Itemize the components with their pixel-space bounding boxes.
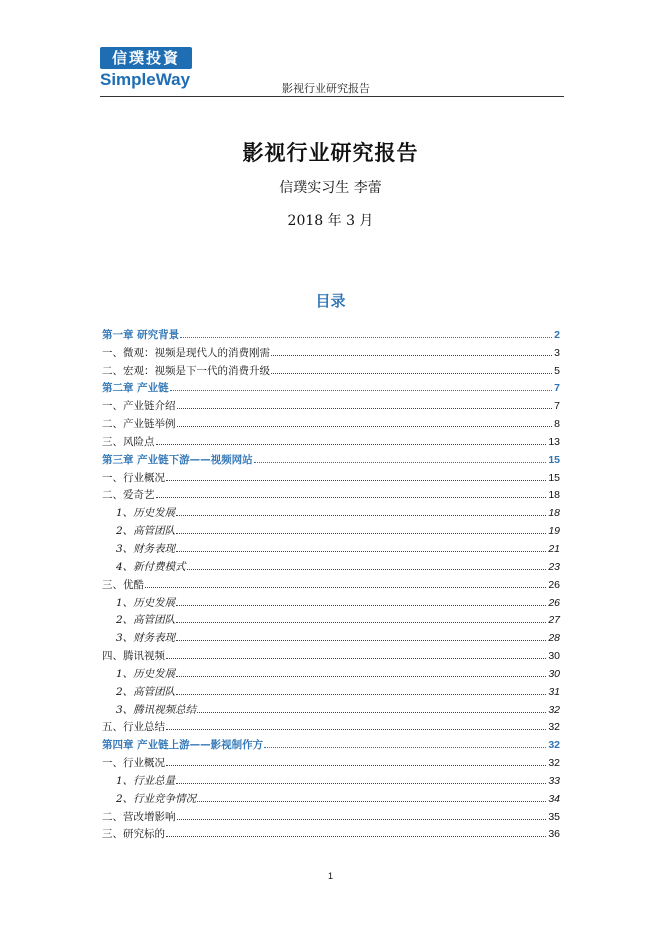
toc-heading: 目录 xyxy=(315,292,346,310)
toc-leader xyxy=(177,425,553,427)
toc-entry-text: 第二章 产业链 xyxy=(102,382,169,395)
toc-page-number: 13 xyxy=(548,435,560,448)
toc-chapter[interactable] xyxy=(102,324,560,342)
toc-leader xyxy=(170,389,553,391)
toc-leader xyxy=(177,818,547,820)
toc-section[interactable] xyxy=(102,574,560,592)
toc-entry-text: 2、行业竞争情况 xyxy=(116,792,197,805)
toc-leader xyxy=(271,354,552,356)
toc-entry-text: 第三章 产业链下游——视频网站 xyxy=(102,453,253,466)
toc-leader xyxy=(176,693,546,695)
header-divider xyxy=(100,96,564,97)
toc-entry-text: 4、新付费模式 xyxy=(116,560,186,573)
toc-leader xyxy=(176,532,546,534)
toc-page-number: 31 xyxy=(548,685,560,698)
toc-subsection[interactable] xyxy=(102,520,560,538)
toc-entry-text: 一、微观：视频是现代人的消费刚需 xyxy=(102,346,270,359)
document-title: 影视行业研究报告 xyxy=(242,140,419,165)
toc-page-number: 33 xyxy=(548,774,560,787)
toc-entry-text: 二、营改增影响 xyxy=(102,810,176,823)
toc-page-number: 26 xyxy=(548,578,560,591)
toc-entry-text: 三、优酷 xyxy=(102,578,144,591)
toc-leader xyxy=(176,550,546,552)
toc-subsection[interactable] xyxy=(102,699,560,717)
toc-entry-text: 三、风险点 xyxy=(102,435,155,448)
toc-leader xyxy=(166,657,546,659)
toc-leader xyxy=(166,764,546,766)
toc-page-number: 32 xyxy=(548,757,560,770)
toc-subsection[interactable] xyxy=(102,681,560,699)
toc-entry-text: 1、历史发展 xyxy=(116,507,176,520)
toc-leader xyxy=(176,782,546,784)
toc-entry-text: 一、产业链介绍 xyxy=(102,400,176,413)
toc-page-number: 15 xyxy=(548,453,560,466)
toc-page-number: 32 xyxy=(548,721,560,734)
toc-leader xyxy=(156,496,547,498)
company-logo xyxy=(100,47,192,90)
toc-page-number: 8 xyxy=(554,418,560,431)
toc-subsection[interactable] xyxy=(102,502,560,520)
toc-chapter[interactable] xyxy=(102,734,560,752)
toc-section[interactable] xyxy=(102,645,560,663)
toc-section[interactable] xyxy=(102,431,560,449)
toc-leader xyxy=(166,835,546,837)
toc-page-number: 28 xyxy=(548,632,560,645)
toc-section[interactable] xyxy=(102,360,560,378)
toc-page-number: 7 xyxy=(554,382,560,395)
toc-page-number: 27 xyxy=(548,614,560,627)
page-number: 1 xyxy=(327,871,333,881)
toc-subsection[interactable] xyxy=(102,627,560,645)
toc-entry-text: 1、行业总量 xyxy=(116,774,176,787)
toc-entry-text: 二、爱奇艺 xyxy=(102,489,155,502)
toc-leader xyxy=(176,604,546,606)
toc-chapter[interactable] xyxy=(102,449,560,467)
toc-section[interactable] xyxy=(102,806,560,824)
toc-entry-text: 二、宏观：视频是下一代的消费升级 xyxy=(102,364,270,377)
toc-page-number: 19 xyxy=(548,525,560,538)
toc-entry-text: 四、腾讯视频 xyxy=(102,650,165,663)
toc-entry-text: 一、行业概况 xyxy=(102,757,165,770)
toc-page-number: 35 xyxy=(548,810,560,823)
toc-section[interactable] xyxy=(102,342,560,360)
toc-subsection[interactable] xyxy=(102,770,560,788)
toc-section[interactable] xyxy=(102,752,560,770)
toc-page-number: 21 xyxy=(548,542,560,555)
toc-leader xyxy=(271,372,552,374)
toc-section[interactable] xyxy=(102,395,560,413)
toc-leader xyxy=(176,675,546,677)
toc-entry-text: 2、高管团队 xyxy=(116,614,176,627)
toc-leader xyxy=(264,746,546,748)
toc-entry-text: 3、财务表现 xyxy=(116,632,176,645)
toc-entry-text: 2、高管团队 xyxy=(116,525,176,538)
toc-page-number: 3 xyxy=(554,346,560,359)
toc-section[interactable] xyxy=(102,717,560,735)
toc-leader xyxy=(187,568,547,570)
toc-leader xyxy=(166,479,546,481)
toc-chapter[interactable] xyxy=(102,378,560,396)
toc-leader xyxy=(180,336,552,338)
toc-page-number: 23 xyxy=(548,560,560,573)
toc-leader xyxy=(176,514,546,516)
toc-page-number: 32 xyxy=(548,739,560,752)
toc-leader xyxy=(166,728,546,730)
toc-page-number: 36 xyxy=(548,828,560,841)
toc-entry-text: 3、腾讯视频总结 xyxy=(116,703,197,716)
toc-subsection[interactable] xyxy=(102,592,560,610)
document-author: 信璞实习生 李蕾 xyxy=(279,180,382,196)
toc-entry-text: 三、研究标的 xyxy=(102,828,165,841)
toc-section[interactable] xyxy=(102,485,560,503)
toc-page-number: 32 xyxy=(548,703,560,716)
toc-page-number: 18 xyxy=(548,507,560,520)
document-date: 2018 年 3 月 xyxy=(287,213,374,229)
toc-page-number: 2 xyxy=(554,328,560,341)
toc-page-number: 7 xyxy=(554,400,560,413)
toc-leader xyxy=(156,443,547,445)
toc-section[interactable] xyxy=(102,824,560,842)
toc-entry-text: 3、财务表现 xyxy=(116,542,176,555)
toc-entry-text: 第一章 研究背景 xyxy=(102,328,180,341)
toc-subsection[interactable] xyxy=(102,538,560,556)
running-header-title: 影视行业研究报告 xyxy=(282,82,370,95)
toc-entry-text: 一、行业概况 xyxy=(102,471,165,484)
toc-entry-text: 2、高管团队 xyxy=(116,685,176,698)
toc-leader xyxy=(176,639,546,641)
toc-entry-text: 五、行业总结 xyxy=(102,721,165,734)
toc-leader xyxy=(177,407,553,409)
toc-leader xyxy=(176,621,546,623)
toc-page-number: 26 xyxy=(548,596,560,609)
toc-leader xyxy=(254,461,547,463)
toc-page-number: 5 xyxy=(554,364,560,377)
toc-entry-text: 1、历史发展 xyxy=(116,667,176,680)
toc-entry-text: 二、产业链举例 xyxy=(102,418,176,431)
toc-page-number: 30 xyxy=(548,650,560,663)
toc-page-number: 34 xyxy=(548,792,560,805)
toc-entry-text: 1、历史发展 xyxy=(116,596,176,609)
toc-page-number: 15 xyxy=(548,471,560,484)
toc-leader xyxy=(145,586,546,588)
toc-subsection[interactable] xyxy=(102,663,560,681)
toc-section[interactable] xyxy=(102,467,560,485)
toc-page-number: 18 xyxy=(548,489,560,502)
logo-english-text: SimpleWay xyxy=(100,70,191,89)
toc-entry-text: 第四章 产业链上游——影视制作方 xyxy=(102,739,264,752)
toc-leader xyxy=(197,800,546,802)
toc-leader xyxy=(197,711,546,713)
logo-chinese-text: 信璞投資 xyxy=(100,47,192,69)
toc-page-number: 30 xyxy=(548,667,560,680)
table-of-contents xyxy=(102,324,560,841)
toc-subsection[interactable] xyxy=(102,556,560,574)
toc-section[interactable] xyxy=(102,413,560,431)
toc-subsection[interactable] xyxy=(102,788,560,806)
toc-subsection[interactable] xyxy=(102,610,560,628)
